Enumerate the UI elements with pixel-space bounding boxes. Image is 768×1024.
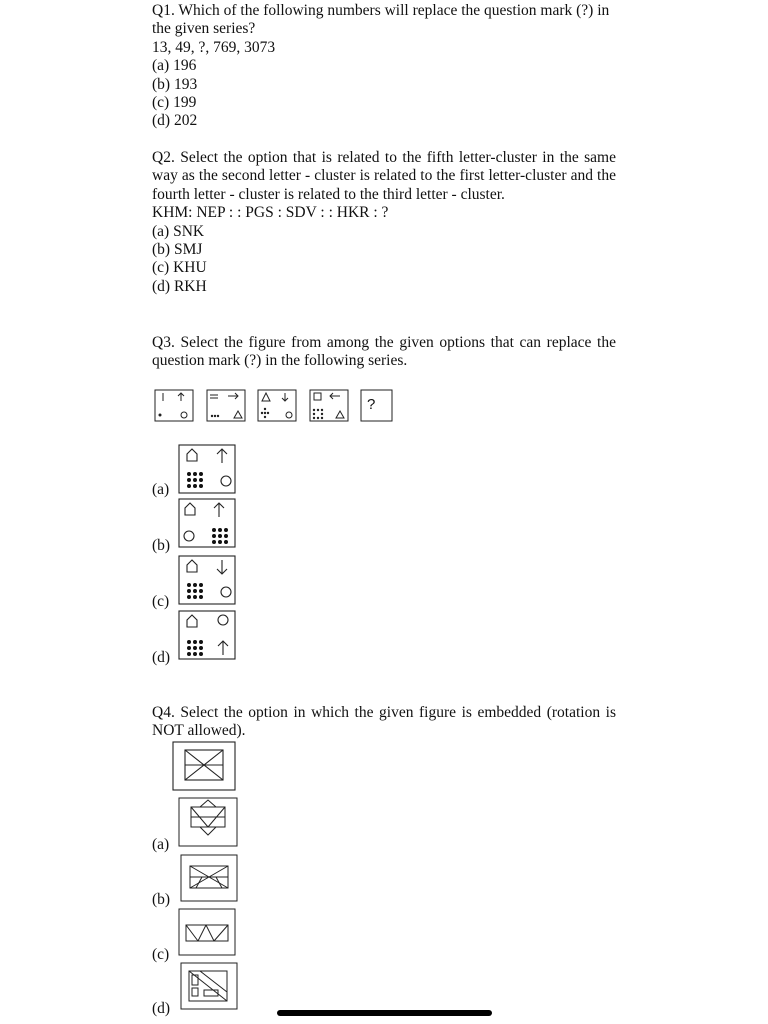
q1-option-d: (d) 202	[152, 112, 198, 130]
q4-given-figure	[172, 741, 236, 791]
q2-stem: Q2. Select the option that is related to the fifth letter-cluster in the same way as the second letter - cluster is related to the first letter-cluster and the fourth letter - cluster is related to the third letter - cluster.	[152, 149, 616, 203]
q4-option-a-figure[interactable]	[178, 797, 238, 847]
question-2	[152, 149, 616, 296]
q3-option-c-figure[interactable]	[178, 555, 236, 605]
q4-stem: Q4. Select the option in which the given figure is embedded (rotation is NOT allowed).	[152, 704, 616, 740]
q3-option-d-label: (d)	[152, 649, 171, 666]
q4-option-d-label: (d)	[152, 1000, 171, 1017]
question-1	[152, 2, 616, 131]
q3-option-a-figure[interactable]	[178, 444, 236, 494]
q4-option-a-label: (a)	[152, 836, 170, 853]
series-box-5	[361, 390, 392, 421]
q2-analogy: KHM: NEP : : PGS : SDV : : HKR : ?	[152, 204, 389, 222]
q3-series-unknown: ?	[367, 396, 376, 413]
q3-option-b-label: (b)	[152, 537, 171, 554]
q1-stem: Q1. Which of the following numbers will replace the question mark (?) in the given series?	[152, 2, 610, 38]
q4-option-c-label: (c)	[152, 946, 170, 963]
q1-option-c: (c) 199	[152, 94, 197, 112]
q3-option-a-label: (a)	[152, 481, 170, 498]
q2-option-d: (d) RKH	[152, 277, 207, 295]
q4-option-b-figure[interactable]	[180, 854, 238, 902]
home-indicator[interactable]	[277, 1010, 492, 1016]
q2-option-c: (c) KHU	[152, 259, 207, 277]
q4-option-c-figure[interactable]	[178, 908, 236, 956]
q3-option-c-label: (c)	[152, 593, 170, 610]
q3-stem: Q3. Select the figure from among the given options that can replace the question mark (?) in the following series.	[152, 334, 616, 370]
q2-option-b: (b) SMJ	[152, 241, 203, 259]
q3-series-figure	[154, 389, 394, 423]
q4-option-b-label: (b)	[152, 891, 171, 908]
q4-option-d-figure[interactable]	[180, 962, 238, 1010]
q3-option-d-figure[interactable]	[178, 610, 236, 660]
q2-option-a: (a) SNK	[152, 222, 205, 240]
q1-series: 13, 49, ?, 769, 3073	[152, 38, 276, 56]
q1-option-a: (a) 196	[152, 57, 197, 75]
series-box-3	[258, 390, 296, 421]
series-box-1	[155, 390, 193, 421]
q3-option-b-figure[interactable]	[178, 498, 236, 548]
series-box-4	[310, 390, 348, 421]
q1-option-b: (b) 193	[152, 75, 198, 93]
